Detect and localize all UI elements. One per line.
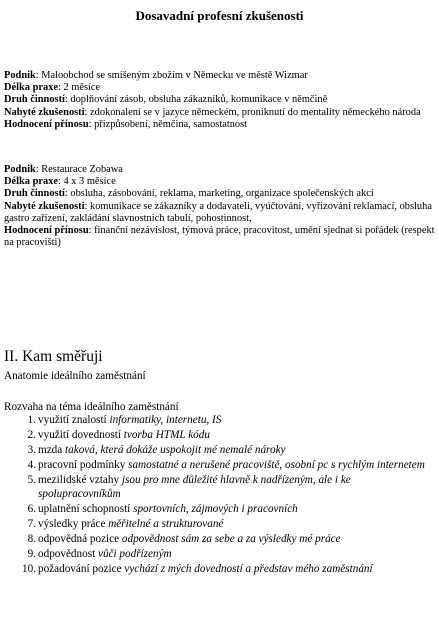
list-item-text: mezilidské vztahy bbox=[38, 474, 122, 486]
skills-value: : komunikace se zákazníky a dodavateli, vyúčtování, vyřizování reklamací, obsluha gastro zařízení, zakládání slavnostních tabulí, pohostinnost, bbox=[4, 200, 432, 224]
list-item-detail: jsou pro mne důležité hlavně k nadřízeným, ale i ke spolupracovníkům bbox=[38, 474, 351, 500]
list-item bbox=[0, 459, 439, 473]
list-item-detail: informatiky, internetu, IS bbox=[109, 414, 222, 426]
skills-value: : zdokonalení se v jazyce německém, proniknutí do mentality německého národa bbox=[84, 106, 421, 118]
activities-value: : obsluha, zásobování, reklama, marketing, organizace společenských akcí bbox=[64, 188, 374, 200]
employer-label: Podnik bbox=[4, 164, 36, 175]
list-item-number: 5. bbox=[27, 474, 36, 486]
list-item-detail: taková, která dokáže uspokojit mé nemalé nároky bbox=[65, 444, 286, 456]
skills-label: Nabyté zkušenosti bbox=[4, 200, 85, 212]
document-heading: Dosavadní profesní zkušenosti bbox=[135, 8, 304, 23]
employer-value: : Maloobchod se smíšeným zbožím v Německu ve městě Wizmar bbox=[35, 70, 308, 81]
list-item bbox=[0, 474, 439, 501]
list-item-text: využití znalostí bbox=[38, 414, 110, 426]
ideal-job-list bbox=[0, 414, 439, 578]
job-entry-1 bbox=[4, 70, 436, 131]
list-item bbox=[0, 563, 439, 577]
list-item-detail: vychází z mých dovedností a představ mého zaměstnání bbox=[124, 562, 373, 575]
activities-line bbox=[4, 188, 436, 200]
list-item bbox=[0, 533, 439, 547]
list-item-detail: vůči podřízeným bbox=[97, 547, 172, 560]
value-label: Hodnocení přínosu bbox=[4, 118, 89, 130]
list-item-text: výsledky práce bbox=[38, 517, 109, 530]
duration-line bbox=[4, 176, 436, 188]
employer-line bbox=[4, 164, 436, 176]
section-subtitle: Anatomie ideálního zaměstnání bbox=[4, 370, 146, 382]
employer-value: : Restaurace Zobawa bbox=[35, 164, 123, 175]
list-item-detail: odpovědnost sám za sebe a za výsledky mé práce bbox=[121, 532, 341, 545]
activities-label: Druh činností bbox=[4, 188, 65, 200]
list-item-detail: sportovních, zájmových i pracovních bbox=[133, 502, 298, 515]
duration-label: Délka praxe bbox=[4, 82, 58, 94]
list-item bbox=[0, 429, 439, 443]
skills-label: Nabyté zkušenosti bbox=[4, 106, 85, 118]
employer-label: Podnik bbox=[4, 70, 36, 81]
list-item-text: požadování pozice bbox=[38, 562, 125, 575]
value-line bbox=[4, 225, 436, 249]
skills-line bbox=[4, 201, 436, 225]
list-item-number: 1. bbox=[27, 414, 36, 426]
job-entry-2 bbox=[4, 164, 436, 249]
activities-value: : doplňování zásob, obsluha zákazníků, komunikace v němčině bbox=[64, 94, 328, 106]
list-item bbox=[0, 414, 439, 428]
list-item-text: mzda bbox=[38, 444, 66, 456]
section-heading: II. Kam směřuji bbox=[4, 348, 103, 365]
list-item-text: využití dovedností bbox=[38, 429, 124, 441]
list-intro: Rozvaha na téma ideálního zaměstnání bbox=[4, 401, 179, 413]
list-item-detail: měřitelné a strukturované bbox=[108, 517, 224, 530]
duration-label: Délka praxe bbox=[4, 176, 58, 188]
duration-value: : 4 x 3 měsíce bbox=[57, 176, 116, 188]
list-item bbox=[0, 548, 439, 562]
value-line bbox=[4, 119, 436, 131]
list-item-number: 10. bbox=[22, 562, 36, 575]
list-item-text: pracovní podmínky bbox=[38, 459, 129, 471]
list-item-text: odpovědnost bbox=[38, 547, 98, 560]
list-item-number: 9. bbox=[27, 547, 36, 560]
skills-line bbox=[4, 107, 436, 119]
value-value: : finanční nezávislost, týmová práce, pracovitost, umění sjednat si pořádek (respekt na pracovišti) bbox=[4, 225, 435, 249]
employer-line bbox=[4, 70, 436, 82]
list-item-number: 4. bbox=[27, 459, 36, 471]
activities-label: Druh činností bbox=[4, 94, 65, 106]
list-item bbox=[0, 444, 439, 458]
list-item-detail: tvorba HTML kódu bbox=[123, 429, 210, 441]
list-item-number: 8. bbox=[27, 532, 36, 545]
value-value: : přizpůsobení, němčina, samostatnost bbox=[88, 118, 248, 130]
list-item-detail: samostatné a nerušené pracoviště, osobní pc s rychlým internetem bbox=[128, 459, 425, 471]
list-item bbox=[0, 503, 439, 517]
value-label: Hodnocení přínosu bbox=[4, 225, 89, 237]
list-item bbox=[0, 518, 439, 532]
list-item-text: uplatnění schopností bbox=[38, 502, 134, 515]
list-item-number: 3. bbox=[27, 444, 36, 456]
list-item-number: 7. bbox=[27, 517, 36, 530]
list-item-number: 6. bbox=[27, 502, 36, 515]
duration-value: : 2 měsíce bbox=[57, 82, 101, 94]
activities-line bbox=[4, 94, 436, 106]
list-item-number: 2. bbox=[27, 429, 36, 441]
list-item-text: odpovědná pozice bbox=[38, 532, 122, 545]
duration-line bbox=[4, 82, 436, 94]
